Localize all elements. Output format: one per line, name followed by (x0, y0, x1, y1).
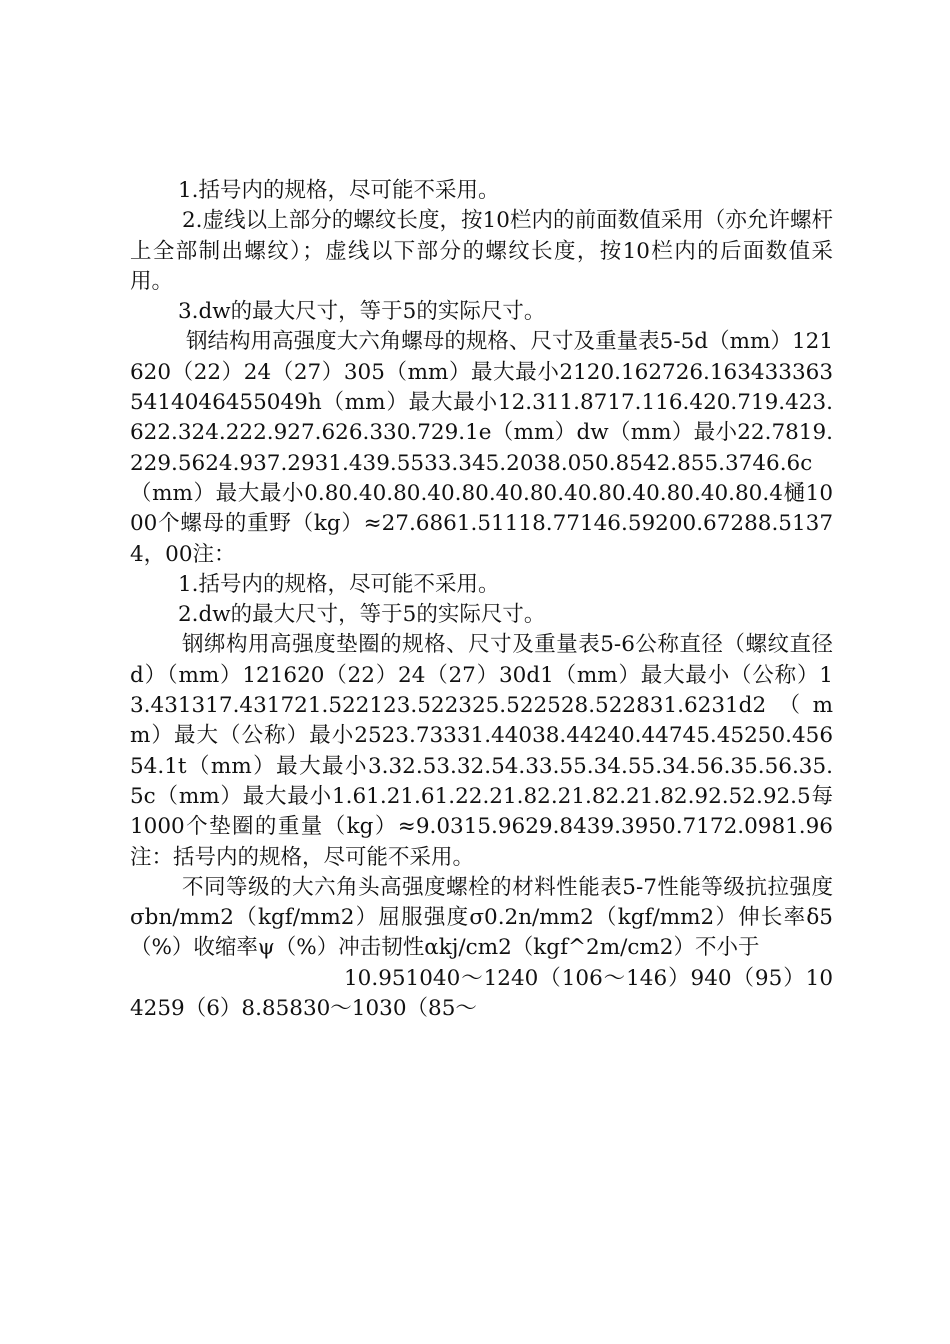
material-table-5-7: 不同等级的大六角头高强度螺栓的材料性能表5-7性能等级抗拉强度σbn/mm2（kgf/mm2）屈服强度σ0.2n/mm2（kgf/mm2）伸长率δ5（%）收缩率ψ（%）冲击韧性αkj/cm2（kgf^2m/cm2）不小于 (130, 874, 833, 961)
note-2: 2.虚线以上部分的螺纹长度，按10栏内的前面数值采用（亦允许螺杆上全部制出螺纹）；虚线以下部分的螺纹长度，按10栏内的后面数值采用。 (130, 208, 833, 294)
nut-note-2: 2.dw的最大尺寸，等于5的实际尺寸。 (178, 602, 546, 628)
nut-note-1: 1.括号内的规格，尽可能不采用。 (178, 571, 500, 597)
note-3: 3.dw的最大尺寸，等于5的实际尺寸。 (178, 299, 546, 325)
document-body (130, 176, 833, 1024)
washer-table-5-6: 钢绑构用高强度垫圈的规格、尺寸及重量表5-6公称直径（螺纹直径d）（mm）121620（22）24（27）30d1（mm）最大最小（公称）13.431317.431721.522123.522325.522528.522831.6231d2（mm）最大（公称）最小2523.73331.44038.44240.44745.45250.45654.1t（mm）最大最小3.32.53.32.54.33.55.34.55.34.56.35.56.35.5c（mm）最大最小1.61.21.61.22.21.82.21.82.21.82.92.52.92.5每1000个垫圈的重量（kg）≈9.0315.9629.8439.3950.7172.0981.96注：括号内的规格，尽可能不采用。 (130, 632, 833, 870)
note-1: 1.括号内的规格，尽可能不采用。 (178, 178, 500, 203)
material-table-values: 10.951040～1240（106～146）940（95）104259（6）8.85830～1030（85～ (130, 965, 833, 1022)
nut-table-5-5: 钢结构用高强度大六角螺母的规格、尺寸及重量表5-5d（mm）121620（22）24（27）305（mm）最大最小2120.162726.1634333635414046455049h（mm）最大最小12.311.8717.116.420.719.423.622.324.222.927.626.330.729.1e（mm）dw（mm）最小22.7819.229.5624.937.2931.439.5533.345.2038.050.8542.855.3746.6c（mm）最大最小0.80.40.80.40.80.40.80.40.80.40.80.40.80.4樋1000个螺母的重野（kg）≈27.6861.51118.77146.59200.67288.51374，00注： (130, 329, 833, 567)
